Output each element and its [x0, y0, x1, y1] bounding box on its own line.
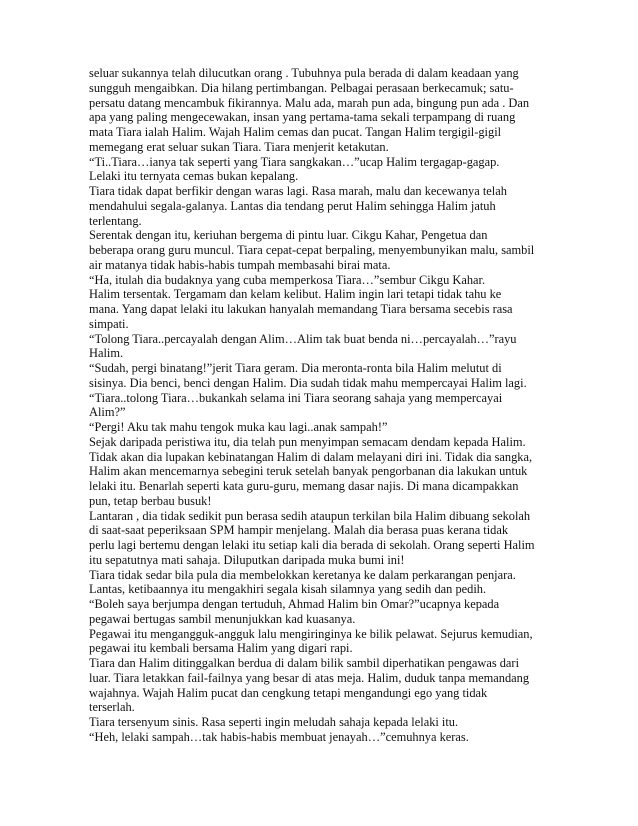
text-line: persatu datang mencambuk fikirannya. Malu ada, marah pun ada, bingung pun ada . Dan: [89, 95, 530, 110]
text-line: terlentang.: [89, 213, 142, 228]
text-line: beberapa orang guru muncul. Tiara cepat-cepat berpaling, menyembunyikan malu, sambil: [89, 243, 535, 257]
text-line: Tidak akan dia lupakan kebinatangan Halim di dalam melayani diri ini. Tidak dia sangka,: [89, 449, 533, 464]
text-line: Serentak dengan itu, keriuhan bergema di pintu luar. Cikgu Kahar, Pengetua dan: [89, 228, 488, 243]
text-line: mendahului segala-galanya. Lantas dia tendang perut Halim sehingga Halim jatuh: [89, 198, 496, 213]
text-line: Halim tersentak. Tergamam dan kelam kelibut. Halim ingin lari tetapi tidak tahu ke: [89, 287, 502, 302]
text-line: Alim?”: [89, 405, 126, 420]
document-page: [89, 66, 551, 745]
text-line: Lelaki itu ternyata cemas bukan kepalang.: [89, 169, 299, 184]
text-line: terserlah.: [89, 700, 135, 715]
text-line: “Pergi! Aku tak mahu tengok muka kau lagi..anak sampah!”: [89, 420, 388, 434]
text-line: “Ha, itulah dia budaknya yang cuba memperkosa Tiara…”sembur Cikgu Kahar.: [89, 272, 486, 287]
text-line: sungguh mengaibkan. Dia hilang pertimbangan. Pelbagai perasaan berkecamuk; satu-: [89, 80, 514, 95]
text-line: luar. Tiara letakkan fail-failnya yang besar di atas meja. Halim, duduk tanpa memandang: [89, 670, 530, 685]
text-line: Tiara tidak sedar bila pula dia membelokkan keretanya ke dalam perkarangan penjara.: [89, 567, 516, 582]
text-line: memegang erat seluar sukan Tiara. Tiara menjerit ketakutan.: [89, 139, 389, 154]
text-line: simpati.: [89, 316, 129, 331]
text-line: Lantaran , dia tidak sedikit pun berasa sedih ataupun terkilan bila Halim dibuang sekolah: [89, 508, 531, 523]
text-line: Halim akan mencemarnya sebegini teruk setelah banyak pengorbanan dia lakukan untuk: [89, 464, 528, 479]
text-line: itu sepatutnya mati sahaja. Diluputkan daripada muka bumi ini!: [89, 552, 405, 567]
text-line: perlu lagi bertemu dengan lelaki itu setiap kali dia berada di sekolah. Orang seperti Halim: [89, 538, 535, 552]
text-line: “Tiara..tolong Tiara…bukankah selama ini Tiara seorang sahaja yang mempercayai: [89, 390, 503, 405]
text-line: mana. Yang dapat lelaki itu lakukan hanyalah memandang Tiara bersama secebis rasa: [89, 302, 513, 316]
text-line: seluar sukannya telah dilucutkan orang . Tubuhnya pula berada di dalam keadaan yang: [89, 66, 519, 80]
text-line: Tiara tidak dapat berfikir dengan waras lagi. Rasa marah, malu dan kecewanya telah: [89, 184, 507, 198]
text-line: pegawai bertugas sambil menunjukkan kad kuasanya.: [89, 611, 356, 626]
text-line: Tiara dan Halim ditinggalkan berdua di dalam bilik sambil diperhatikan pengawas dari: [89, 656, 520, 670]
text-line: pegawai itu kembali bersama Halim yang digari rapi.: [89, 641, 353, 656]
text-line: wajahnya. Wajah Halim pucat dan cengkung tetapi mengandungi ego yang tidak: [89, 685, 488, 700]
text-line: pun, tetap berbau busuk!: [89, 493, 212, 508]
text-line: Tiara tersenyum sinis. Rasa seperti ingin meludah sahaja kepada lelaki itu.: [89, 715, 459, 729]
text-line: Halim.: [89, 346, 124, 361]
text-line: lelaki itu. Benarlah seperti kata guru-guru, memang dasar najis. Di mana dicampakkan: [89, 479, 519, 493]
text-line: “Boleh saya berjumpa dengan tertuduh, Ahmad Halim bin Omar?”ucapnya kepada: [89, 597, 500, 611]
text-line: di saat-saat peperiksaan SPM hampir menjelang. Malah dia berasa puas kerana tidak: [89, 523, 509, 538]
text-line: Lantas, ketibaannya itu mengakhiri segala kisah silamnya yang sedih dan pedih.: [89, 582, 487, 597]
text-line: mata Tiara ialah Halim. Wajah Halim cemas dan pucat. Tangan Halim tergigil-gigil: [89, 125, 502, 139]
text-line: Pegawai itu mengangguk-angguk lalu mengiringinya ke bilik pelawat. Sejurus kemudian,: [89, 626, 533, 641]
text-line: “Tolong Tiara..percayalah dengan Alim…Alim tak buat benda ni…percayalah…”rayu: [89, 331, 517, 346]
text-line: sisinya. Dia benci, benci dengan Halim. Dia sudah tidak mahu mempercayai Halim lagi.: [89, 375, 527, 390]
text-line: Sejak daripada peristiwa itu, dia telah pun menyimpan semacam dendam kepada Halim.: [89, 434, 526, 449]
text-line: “Sudah, pergi binatang!”jerit Tiara geram. Dia meronta-ronta bila Halim melutut di: [89, 361, 502, 375]
text-line: “Heh, lelaki sampah…tak habis-habis membuat jenayah…”cemuhnya keras.: [89, 729, 469, 744]
text-line: apa yang paling mengecewakan, insan yang pertama-tama sekali terpampang di ruang: [89, 110, 516, 125]
text-line: air matanya tidak habis-habis tumpah membasahi birai mata.: [89, 257, 391, 272]
text-line: “Ti..Tiara…ianya tak seperti yang Tiara sangkakan…”ucap Halim tergagap-gagap.: [89, 154, 500, 169]
